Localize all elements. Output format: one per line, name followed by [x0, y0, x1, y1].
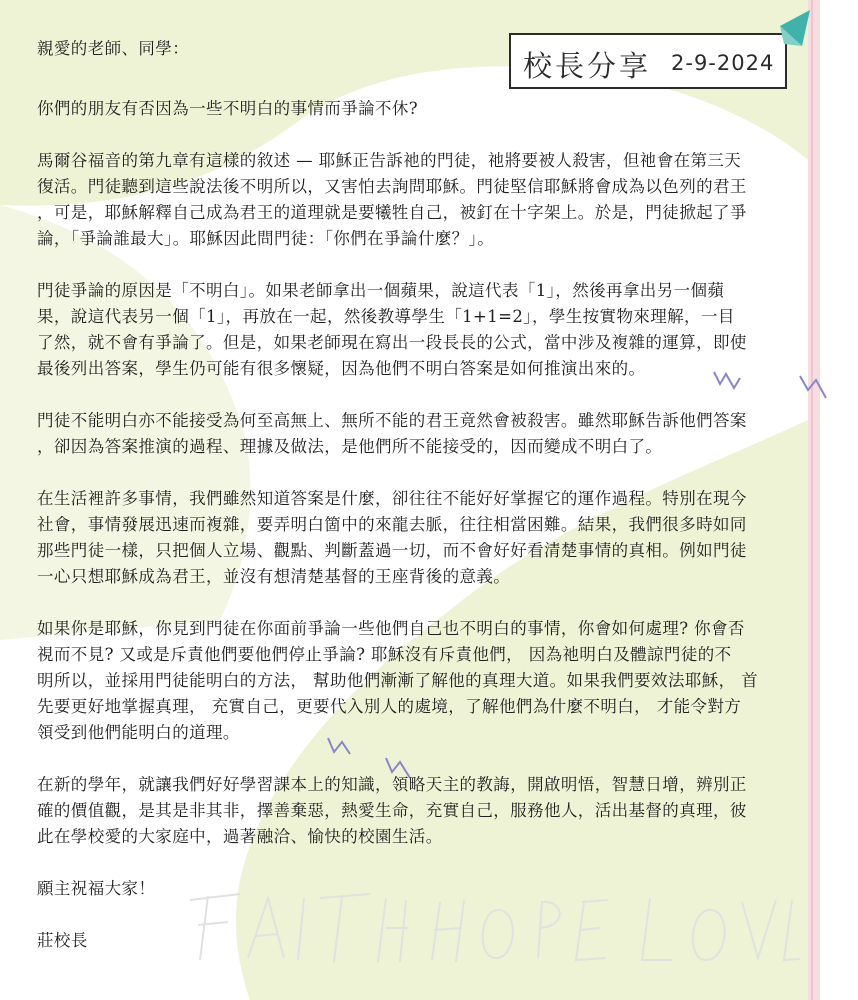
paragraph: 門徒爭論的原因是「不明白」。如果老師拿出一個蘋果，說這代表「1」，然後再拿出另一個蘋 果，說這代表另一個「1」，再放在一起，然後教導學生「1+1=2」，學生按實物來理解，一目 了然，就不會有爭論了。但是，如果老師現在寫出一段長長的公式，當中涉及複雜的運算，即使 最後列出答案，學生仍可能有很多懷疑，因為他們不明白答案是如何推演出來的。	[37, 281, 747, 378]
paragraph: 如果你是耶穌，你見到門徒在你面前爭論一些他們自己也不明白的事情，你會如何處理? 你會否 視而不見? 又或是斥責他們要他們停止爭論? 耶穌沒有斥責他們， 因為祂明白及體諒門徒的不 明所以，並採用門徒能明白的方法， 幫助他們漸漸了解他的真理大道。如果我們要效法耶穌， 首 先要更好地掌握真理， 充實自己，更要代入別人的處境，了解他們為什麼不明白， 才能令對方 領受到他們能明白的道理。	[37, 619, 759, 742]
paragraph: 門徒不能明白亦不能接受為何至高無上、無所不能的君王竟然會被殺害。雖然耶穌告訴他們答案 ，卻因為答案推演的過程、理據及做法，是他們所不能接受的，因而變成不明白了。	[37, 411, 747, 456]
closing-blessing: 願主祝福大家！	[37, 879, 156, 898]
letter-body	[37, 36, 807, 954]
paragraph: 你們的朋友有否因為一些不明白的事情而爭論不休?	[37, 99, 419, 118]
page-title: 校長分享	[523, 49, 652, 83]
page-date: 2-9-2024	[671, 51, 775, 75]
paragraph: 馬爾谷福音的第九章有這樣的敘述 — 耶穌正告訴祂的門徒，祂將要被人殺害，但祂會在第三天 復活。門徒聽到這些說法後不明所以，又害怕去詢問耶穌。門徒堅信耶穌將會成為以色列的君王 ，可是，耶穌解釋自己成為君王的道理就是要犧牲自己，被釘在十字架上。於是，門徒掀起了爭 論，「爭論誰最大」。耶穌因此問門徒：「你們在爭論什麼？」。	[37, 151, 747, 248]
signature: 莊校長	[37, 931, 88, 950]
notebook-spine	[808, 0, 820, 1000]
paragraph: 在生活裡許多事情，我們雖然知道答案是什麼，卻往往不能好好掌握它的運作過程。特別在現今 社會，事情發展迅速而複雜，要弄明白箇中的來龍去脈，往往相當困難。結果，我們很多時如同 那些門徒一樣，只把個人立場、觀點、判斷蓋過一切，而不會好好看清楚事情的真相。例如門徒 一心只想耶穌成為君王，並沒有想清楚基督的王座背後的意義。	[37, 489, 747, 586]
letter-greeting: 親愛的老師、同學：	[37, 39, 190, 58]
paragraph: 在新的學年，就讓我們好好學習課本上的知識，領略天主的教誨，開啟明悟，智慧日增，辨別正 確的價值觀，是其是非其非，擇善棄惡，熱愛生命，充實自己，服務他人，活出基督的真理，彼 此在學校愛的大家庭中，過著融洽、愉快的校園生活。	[37, 775, 747, 846]
teal-corner-icon	[778, 10, 810, 46]
